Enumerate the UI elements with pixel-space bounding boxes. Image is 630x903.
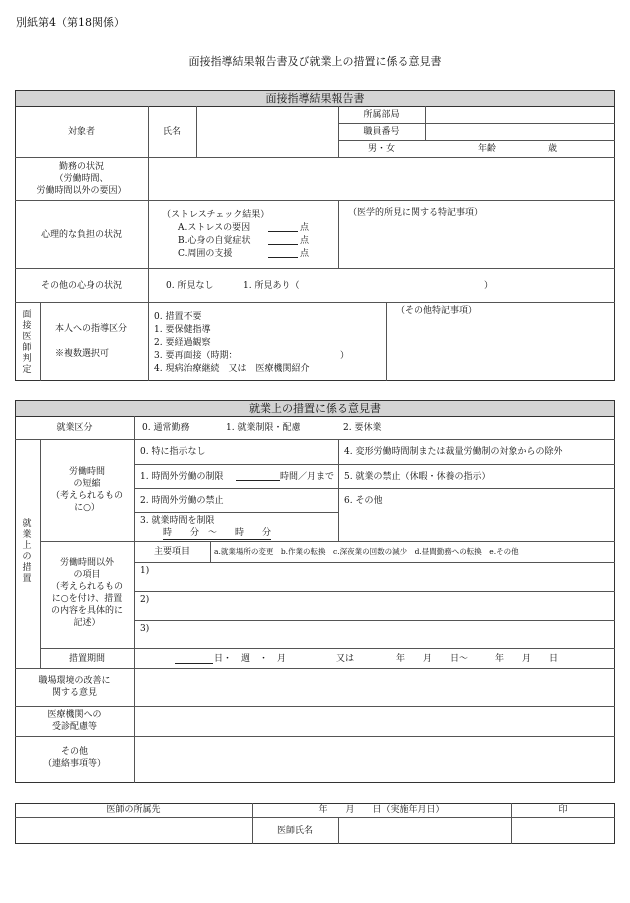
appendix-label: 別紙第4（第18関係） xyxy=(16,16,125,29)
period-units[interactable]: 日・ 週 ・ 月 xyxy=(214,654,287,664)
stress-b-blank[interactable] xyxy=(268,235,298,245)
age-unit: 歳 xyxy=(548,144,558,154)
guidance-3-close: ） xyxy=(340,351,350,361)
other-contact-label: その他 （連絡事項等） xyxy=(42,747,106,769)
shorten-1[interactable]: 1. 時間外労働の制限 xyxy=(140,472,224,482)
shorten-0[interactable]: 0. 特に指示なし xyxy=(140,447,206,457)
stress-c-label: C.周囲の支援 xyxy=(178,249,233,259)
guidance-2[interactable]: 2. 要経過観察 xyxy=(154,338,211,348)
medical-referral-label: 医療機関への 受診配慮等 xyxy=(47,710,102,732)
other-state-label: その他の心身の状況 xyxy=(40,281,122,291)
work-measures-vertical: 就業上の措置 xyxy=(22,519,32,584)
stress-a-unit: 点 xyxy=(300,223,310,233)
item-2-number: 2) xyxy=(140,595,150,605)
stress-c-blank[interactable] xyxy=(268,248,298,258)
guidance-4[interactable]: 4. 現病治療継続 又は 医療機関紹介 xyxy=(154,364,310,374)
doctor-affiliation-label: 医師の所属先 xyxy=(106,805,161,815)
main-items-list: a.就業場所の変更 b.作業の転換 c.深夜業の回数の減少 d.昼間勤務への転換 e.その他 xyxy=(214,547,519,556)
stress-c-unit: 点 xyxy=(300,249,310,259)
doctor-name-label: 医師氏名 xyxy=(276,826,313,836)
stress-check-title: （ストレスチェック結果） xyxy=(162,210,270,220)
category-2[interactable]: 2. 要休業 xyxy=(343,423,382,433)
report-header: 面接指導結果報告書 xyxy=(16,91,614,107)
workplace-environment-label: 職場環境の改善に 関する意見 xyxy=(38,676,111,698)
period-blank[interactable] xyxy=(175,654,213,664)
shorten-3-time[interactable]: 時 分 〜 時 分 xyxy=(163,528,272,538)
period-date-range[interactable]: 年 月 日〜 年 月 日 xyxy=(396,654,559,664)
guidance-category-label: 本人への指導区分 xyxy=(55,324,128,334)
guidance-0[interactable]: 0. 措置不要 xyxy=(154,312,202,322)
measure-period-label: 措置期間 xyxy=(68,654,105,664)
opinion-header: 就業上の措置に係る意見書 xyxy=(16,401,614,417)
shorten-3[interactable]: 3. 就業時間を制限 xyxy=(140,516,215,526)
stress-b-unit: 点 xyxy=(300,236,310,246)
overtime-limit-blank[interactable] xyxy=(236,471,280,481)
staff-number-label: 職員番号 xyxy=(363,127,400,137)
item-3-number: 3) xyxy=(140,624,150,634)
period-or: 又は xyxy=(336,654,355,664)
medical-note-label: （医学的所見に関する特記事項） xyxy=(348,208,484,218)
department-label: 所属部局 xyxy=(363,110,400,120)
hours-shortening-label: 労働時間 の短縮 （考えられるもの に○） xyxy=(50,467,123,513)
work-category-label: 就業区分 xyxy=(56,423,93,433)
no-finding-option[interactable]: 0. 所見なし xyxy=(166,281,214,291)
stress-b-label: B.心身の自覚症状 xyxy=(178,236,251,246)
non-hours-items-label: 労働時間以外 の項目 （考えられるもの に○を付け、措置 の内容を具体的に 記述） xyxy=(50,558,123,628)
finding-paren-close: ） xyxy=(484,281,494,291)
psych-burden-label: 心理的な負担の状況 xyxy=(40,230,122,240)
category-0[interactable]: 0. 通常勤務 xyxy=(142,423,190,433)
guidance-3[interactable]: 3. 要再面接（時期： xyxy=(154,351,238,361)
other-note-label: （その他特記事項） xyxy=(396,306,478,316)
subject-label: 対象者 xyxy=(67,127,95,137)
name-label: 氏名 xyxy=(162,127,181,137)
category-1[interactable]: 1. 就業制限・配慮 xyxy=(226,423,301,433)
implementation-date-label: 年 月 日（実施年月日） xyxy=(318,805,445,815)
stress-a-blank[interactable] xyxy=(268,222,298,232)
shorten-4[interactable]: 4. 変形労働時間制または裁量労働制の対象からの除外 xyxy=(344,447,563,457)
shorten-1-unit: 時間／月まで xyxy=(280,472,335,482)
shorten-5[interactable]: 5. 就業の禁止（休暇・休養の指示） xyxy=(344,472,491,482)
seal-label: 印 xyxy=(558,805,568,815)
shorten-6[interactable]: 6. その他 xyxy=(344,496,383,506)
sex-label: 男・女 xyxy=(367,144,395,154)
main-item-label: 主要項目 xyxy=(153,547,190,557)
document-title: 面接指導結果報告書及び就業上の措置に係る意見書 xyxy=(188,55,442,68)
stress-a-label: A.ストレスの要因 xyxy=(178,223,251,233)
doctor-judgement-vertical: 面接医師判定 xyxy=(22,310,32,375)
shorten-2[interactable]: 2. 時間外労働の禁止 xyxy=(140,496,224,506)
finding-option[interactable]: 1. 所見あり（ xyxy=(243,281,300,291)
item-1-number: 1) xyxy=(140,566,150,576)
age-label: 年齢 xyxy=(478,144,497,154)
work-status-label: 勤務の状況 （労働時間、 労働時間以外の要因） xyxy=(36,162,127,196)
multi-select-note: ※複数選択可 xyxy=(55,349,110,359)
guidance-1[interactable]: 1. 要保健指導 xyxy=(154,325,211,335)
